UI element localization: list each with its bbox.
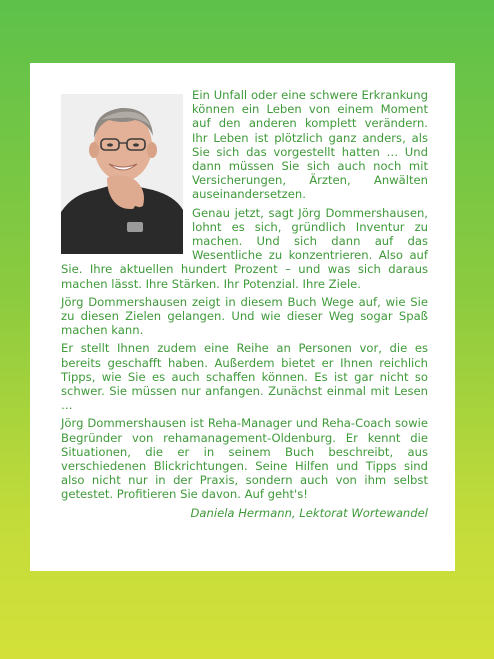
blurb-text: [61, 88, 428, 520]
author-photo: [61, 94, 183, 254]
paragraph-1: Ein Unfall oder eine schwere Erkrankung können ein Leben von einem Moment auf den anderen komplett verändern. Ihr Leben ist plötzlich ganz anders, als Sie sich das vorgestellt hatten … Und dann müssen Sie sich auch noch mit Versicherungen, Ärzten, Anwälten auseinandersetzen.: [192, 88, 428, 202]
back-cover-text-panel: [30, 63, 455, 571]
author-portrait-image: [61, 94, 183, 254]
paragraph-3: Jörg Dommershausen zeigt in diesem Buch Wege auf, wie Sie zu diesen Zielen gelangen. Und wie dieser Weg sogar Spaß machen kann.: [61, 294, 428, 338]
signature: Daniela Hermann, Lektorat Wortewandel: [190, 505, 428, 520]
paragraph-5: Jörg Dommershausen ist Reha-Manager und Reha-Coach sowie Begründer von rehamanagement-Oldenburg. Er kennt die Situationen, die er in seinem Buch beschreibt, aus verschiedenen Blickrichtungen. Seine Hilfen und Tipps sind also nicht nur in der Praxis, sondern auch von ihm selbst getestet. Profitieren Sie davon. Auf geht's!: [61, 416, 428, 502]
paragraph-4: Er stellt Ihnen zudem eine Reihe an Personen vor, die es bereits geschafft haben. Außerdem bietet er Ihnen reichlich Tipps, wie Sie es auch schaffen können. Es ist gar nicht so schwer. Sie müssen nur anfangen. Zunächst einmal mit Lesen …: [61, 341, 428, 413]
paragraph-2: Genau jetzt, sagt Jörg Dommershausen, lohnt es sich, gründlich Inventur zu machen. Und sich dann auf das Wesentliche zu konzentrieren. Also auf Sie. Ihre aktuellen hundert Prozent – und was sich daraus machen lässt. Ihre Stärken. Ihr Potenzial. Ihre Ziele.: [61, 205, 428, 291]
